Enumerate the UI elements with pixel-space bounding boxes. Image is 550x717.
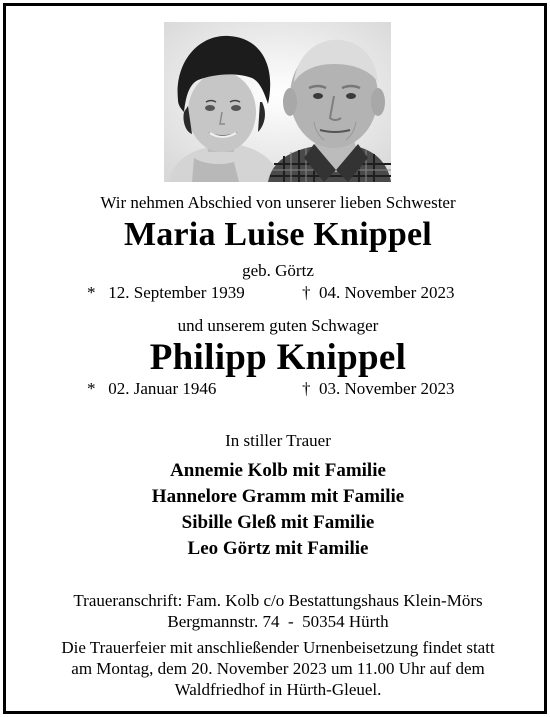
death-cross-icon: † xyxy=(302,379,311,398)
service-line: Waldfriedhof in Hürth-Gleuel. xyxy=(174,680,382,699)
person1-birth xyxy=(87,283,245,303)
death-cross-icon: † xyxy=(302,283,311,302)
birth-asterisk-icon: * xyxy=(87,379,96,398)
mourner-item: Hannelore Gramm mit Familie xyxy=(151,486,405,507)
mourners-list xyxy=(6,458,550,562)
couple-photo-graphic xyxy=(164,22,391,182)
person1-maiden-name: geb. Görtz xyxy=(242,261,314,280)
person2-death xyxy=(302,379,455,399)
person2-birth-date: 02. Januar 1946 xyxy=(108,379,217,398)
person1-death-date: 04. November 2023 xyxy=(319,283,455,302)
person1-name: Maria Luise Knippel xyxy=(124,216,432,253)
service-info xyxy=(6,637,550,700)
person1-birth-date: 12. September 1939 xyxy=(108,283,245,302)
person2-death-date: 03. November 2023 xyxy=(319,379,455,398)
address-line: Bergmannstr. 74 - 50354 Hürth xyxy=(167,612,389,631)
service-line: Die Trauerfeier mit anschließender Urnenbeisetzung findet statt xyxy=(61,638,495,657)
connector-line: und unserem guten Schwager xyxy=(177,316,379,335)
obituary-frame xyxy=(3,3,547,714)
intro-line: Wir nehmen Abschied von unserer lieben Schwester xyxy=(100,193,456,212)
mourner-item: Leo Görtz mit Familie xyxy=(187,538,369,559)
person2-name: Philipp Knippel xyxy=(149,337,407,378)
mourner-item: Annemie Kolb mit Familie xyxy=(170,460,386,481)
mourner-item: Sibille Gleß mit Familie xyxy=(181,512,375,533)
birth-asterisk-icon: * xyxy=(87,283,96,302)
funeral-address xyxy=(6,590,550,632)
address-line: Traueranschrift: Fam. Kolb c/o Bestattungshaus Klein-Mörs xyxy=(73,591,483,610)
person2-birth xyxy=(87,379,216,399)
service-line: am Montag, dem 20. November 2023 um 11.00 Uhr auf dem xyxy=(71,659,485,678)
mourning-intro: In stiller Trauer xyxy=(225,431,331,450)
person1-death xyxy=(302,283,455,303)
couple-photo xyxy=(164,22,391,182)
